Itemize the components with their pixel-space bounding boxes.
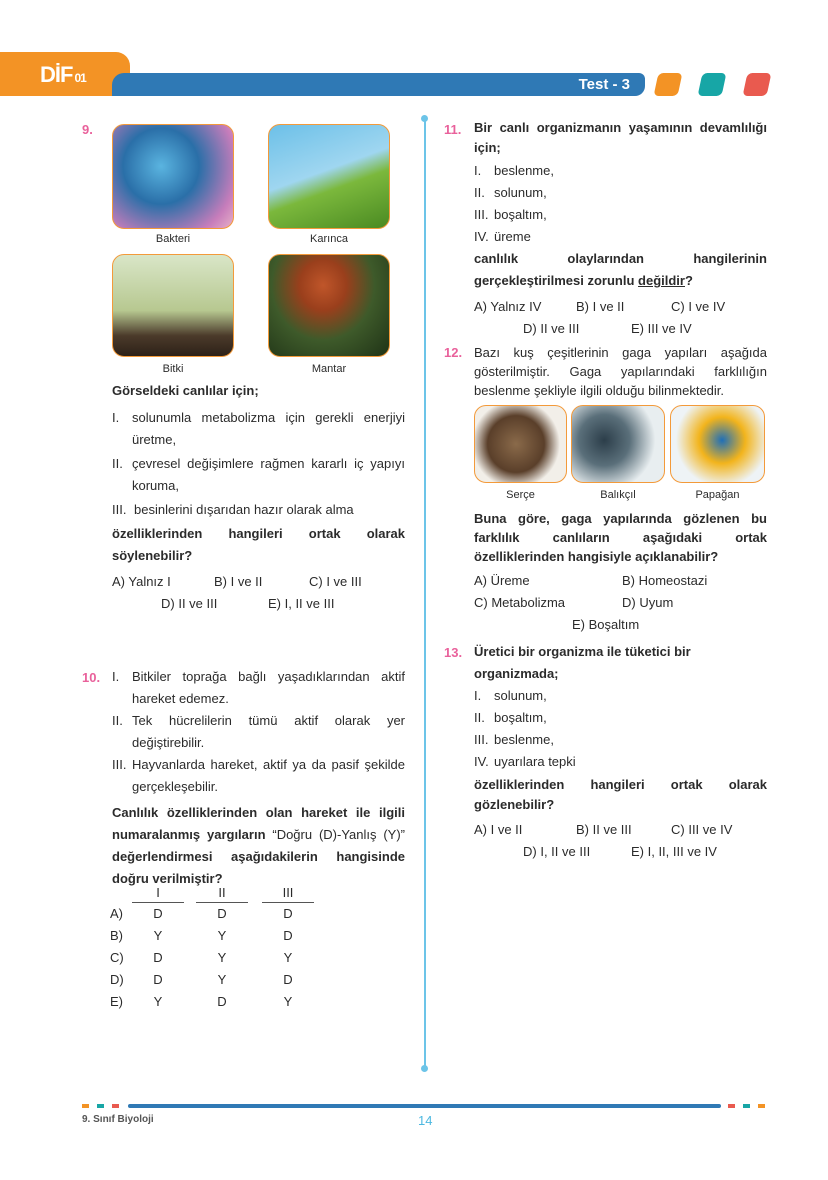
statement — [112, 499, 405, 521]
statement-numeral: II. — [112, 713, 123, 728]
option-label: B) — [110, 927, 123, 943]
question-stem: Üretici bir organizma ile tüketici bir organizmada; — [474, 644, 691, 681]
question-text — [112, 802, 405, 890]
brand-text: DİF — [40, 62, 73, 87]
divider-dot-top — [421, 115, 428, 122]
question-stem: Bir canlı organizmanın yaşamının devamlılığı için; — [474, 120, 767, 155]
option-c[interactable]: C) III ve IV — [671, 822, 733, 837]
option-row-b[interactable] — [110, 924, 314, 946]
statement-numeral: I. — [112, 410, 120, 425]
option-a[interactable]: A) Üreme — [474, 573, 530, 588]
statement-text: solunum, — [494, 688, 547, 703]
cell: D — [153, 971, 163, 987]
question-text-part: değerlendirmesi aşağıdakilerin hangisinde doğru verilmiştir? — [112, 849, 405, 886]
question-number: 10. — [82, 670, 101, 685]
question-number: 11. — [444, 122, 462, 137]
footer-dash — [82, 1104, 89, 1108]
question-text — [474, 248, 767, 292]
divider-dot-bottom — [421, 1065, 428, 1072]
statement-text: Bitkiler toprağa bağlı yaşadıklarından aktif hareket edemez. — [132, 669, 405, 706]
footer-dash — [743, 1104, 750, 1108]
statement — [112, 407, 405, 451]
statement-numeral: III. — [474, 207, 489, 222]
option-row-e[interactable] — [110, 990, 314, 1012]
statement-numeral: III. — [474, 732, 489, 747]
orange-chip — [654, 73, 683, 96]
statement-text: beslenme, — [494, 732, 554, 747]
image-caption: Balıkçıl — [600, 489, 636, 501]
brand-logo — [40, 62, 86, 88]
sparrow-image — [474, 405, 567, 483]
cell: D — [217, 905, 227, 921]
cell: D — [153, 905, 163, 921]
image-caption: Mantar — [311, 363, 347, 375]
statement — [474, 204, 767, 226]
option-a[interactable]: A) Yalnız I — [112, 574, 171, 589]
footer-dash — [728, 1104, 735, 1108]
cell: Y — [217, 927, 227, 943]
option-e[interactable]: E) Boşaltım — [572, 617, 640, 632]
answer-options — [112, 593, 405, 615]
option-d[interactable]: D) II ve III — [523, 321, 580, 336]
teal-chip — [698, 73, 727, 96]
statement — [474, 751, 767, 773]
footer-dash — [97, 1104, 104, 1108]
option-b[interactable]: B) II ve III — [576, 822, 632, 837]
statement — [112, 666, 405, 710]
image-caption: Bitki — [162, 363, 184, 375]
cell: D — [283, 971, 293, 987]
brand-number: 01 — [74, 71, 86, 85]
mushroom-image — [268, 254, 390, 357]
question-number: 9. — [82, 122, 93, 137]
answer-options — [474, 614, 767, 636]
statement — [112, 453, 405, 497]
option-c[interactable]: C) I ve III — [309, 574, 362, 589]
statement-text: uyarılara tepki — [494, 754, 576, 769]
question-9-body — [112, 380, 405, 615]
statement-text: Tek hücrelilerin tümü aktif olarak yer değiştirebilir. — [132, 713, 405, 750]
option-e[interactable]: E) I, II, III ve IV — [631, 844, 717, 859]
footer-dash — [112, 1104, 119, 1108]
question-11-body — [474, 118, 767, 340]
image-caption: Bakteri — [155, 233, 191, 245]
statement-text: boşaltım, — [494, 207, 547, 222]
footer-line — [128, 1104, 721, 1108]
option-row-c[interactable] — [110, 946, 314, 968]
option-d[interactable]: D) I, II ve III — [523, 844, 591, 859]
column-header: II — [196, 884, 248, 902]
ant-image — [268, 124, 390, 229]
statement — [112, 754, 405, 798]
option-c[interactable]: C) Metabolizma — [474, 595, 566, 610]
statement-numeral: II. — [474, 710, 485, 725]
statement-numeral: II. — [474, 185, 485, 200]
answer-options — [474, 592, 767, 614]
option-label: C) — [110, 949, 124, 965]
true-false-table — [110, 884, 314, 1012]
column-header: I — [132, 884, 184, 902]
answer-options — [474, 841, 767, 863]
answer-options — [474, 570, 767, 592]
cell: Y — [217, 949, 227, 965]
statement-text: besinlerini dışarıdan hazır olarak alma — [134, 502, 354, 517]
option-a[interactable]: A) I ve II — [474, 822, 523, 837]
option-b[interactable]: B) Homeostazi — [622, 573, 708, 588]
option-b[interactable]: B) I ve II — [576, 299, 625, 314]
cell: D — [153, 949, 163, 965]
cell: Y — [153, 993, 163, 1009]
statement-numeral: I. — [474, 163, 482, 178]
option-label: D) — [110, 971, 124, 987]
option-b[interactable]: B) I ve II — [214, 574, 263, 589]
test-title: Test - 3 — [578, 76, 630, 93]
image-caption: Papağan — [695, 489, 740, 501]
option-label: A) — [110, 905, 123, 921]
footer-subject: 9. Sınıf Biyoloji — [82, 1114, 154, 1125]
heron-image — [571, 405, 665, 483]
question-mark: ? — [684, 273, 693, 288]
red-chip — [743, 73, 772, 96]
cell: D — [283, 927, 293, 943]
statement — [474, 707, 767, 729]
question-number: 12. — [444, 345, 463, 360]
cell: D — [283, 905, 293, 921]
cell: Y — [283, 993, 293, 1009]
column-divider — [424, 118, 426, 1068]
statement-numeral: I. — [112, 669, 120, 684]
statement-numeral: III. — [112, 502, 127, 517]
question-stem: Görseldeki canlılar için; — [112, 383, 259, 398]
option-a[interactable]: A) Yalnız IV — [474, 299, 542, 314]
statement — [112, 710, 405, 754]
option-row-a[interactable] — [110, 902, 314, 924]
statement-numeral: III. — [112, 757, 127, 772]
answer-options — [474, 296, 767, 318]
question-text-part: “Doğru (D)-Yanlış (Y)” — [272, 827, 405, 842]
statement-text: beslenme, — [494, 163, 554, 178]
option-e[interactable]: E) I, II ve III — [268, 596, 335, 611]
statement — [474, 685, 767, 707]
statement — [474, 160, 767, 182]
cell: D — [217, 993, 227, 1009]
option-d[interactable]: D) Uyum — [622, 595, 674, 610]
cell: Y — [217, 971, 227, 987]
statement-text: solunumla metabolizma için gerekli enerjiyi üretme, — [132, 410, 405, 447]
question-text: özelliklerinden hangileri ortak olarak söylenebilir? — [112, 526, 405, 563]
option-row-d[interactable] — [110, 968, 314, 990]
option-label: E) — [110, 993, 123, 1009]
cell: Y — [153, 927, 163, 943]
question-13-body — [474, 641, 767, 863]
statement-text: boşaltım, — [494, 710, 547, 725]
statement-text: çevresel değişimlere rağmen kararlı iç yapıyı koruma, — [132, 456, 405, 493]
statement — [474, 729, 767, 751]
question-text-part: canlılık olaylarından hangilerinin gerçekleştirilmesi zorunlu — [474, 251, 767, 288]
answer-options — [112, 571, 405, 593]
plant-image — [112, 254, 234, 357]
statement-numeral: IV. — [474, 754, 489, 769]
statement-numeral: IV. — [474, 229, 489, 244]
statement — [474, 226, 767, 248]
cell: Y — [283, 949, 293, 965]
question-text: Buna göre, gaga yapılarında gözlenen bu farklılık canlıların aşağıdaki ortak özelliklerinden hangisiyle açıklanabilir? — [474, 511, 767, 564]
question-10-body — [112, 666, 405, 890]
statement-numeral: II. — [112, 456, 123, 471]
image-caption: Serçe — [506, 489, 535, 501]
question-text-part: Canlılık özelliklerinden olan hareket ile ilgili numaralanmış yargıların — [112, 805, 405, 842]
statement-text: üreme — [494, 229, 531, 244]
statement-numeral: I. — [474, 688, 482, 703]
statement-text: solunum, — [494, 185, 547, 200]
footer-dash — [758, 1104, 765, 1108]
option-d[interactable]: D) II ve III — [161, 596, 218, 611]
column-header: III — [262, 884, 314, 902]
bacteria-image — [112, 124, 234, 229]
statement-text: Hayvanlarda hareket, aktif ya da pasif şekilde gerçekleşebilir. — [132, 757, 405, 794]
question-stem: Bazı kuş çeşitlerinin gaga yapıları aşağıda gösterilmiştir. Gaga yapılarındaki farklılığın beslenme şekliyle ilgili olduğu bilinmektedir. — [474, 345, 767, 398]
option-e[interactable]: E) III ve IV — [631, 321, 692, 336]
question-text: özelliklerinden hangileri ortak olarak gözlenebilir? — [474, 777, 767, 812]
question-number: 13. — [444, 645, 463, 660]
parrot-image — [670, 405, 765, 483]
page-number: 14 — [418, 1113, 433, 1128]
option-c[interactable]: C) I ve IV — [671, 299, 726, 314]
answer-options — [474, 819, 767, 841]
image-caption: Karınca — [310, 233, 348, 245]
question-12-body — [474, 509, 767, 636]
answer-options — [474, 318, 767, 340]
statement — [474, 182, 767, 204]
emphasis-text: değildir — [638, 273, 685, 288]
